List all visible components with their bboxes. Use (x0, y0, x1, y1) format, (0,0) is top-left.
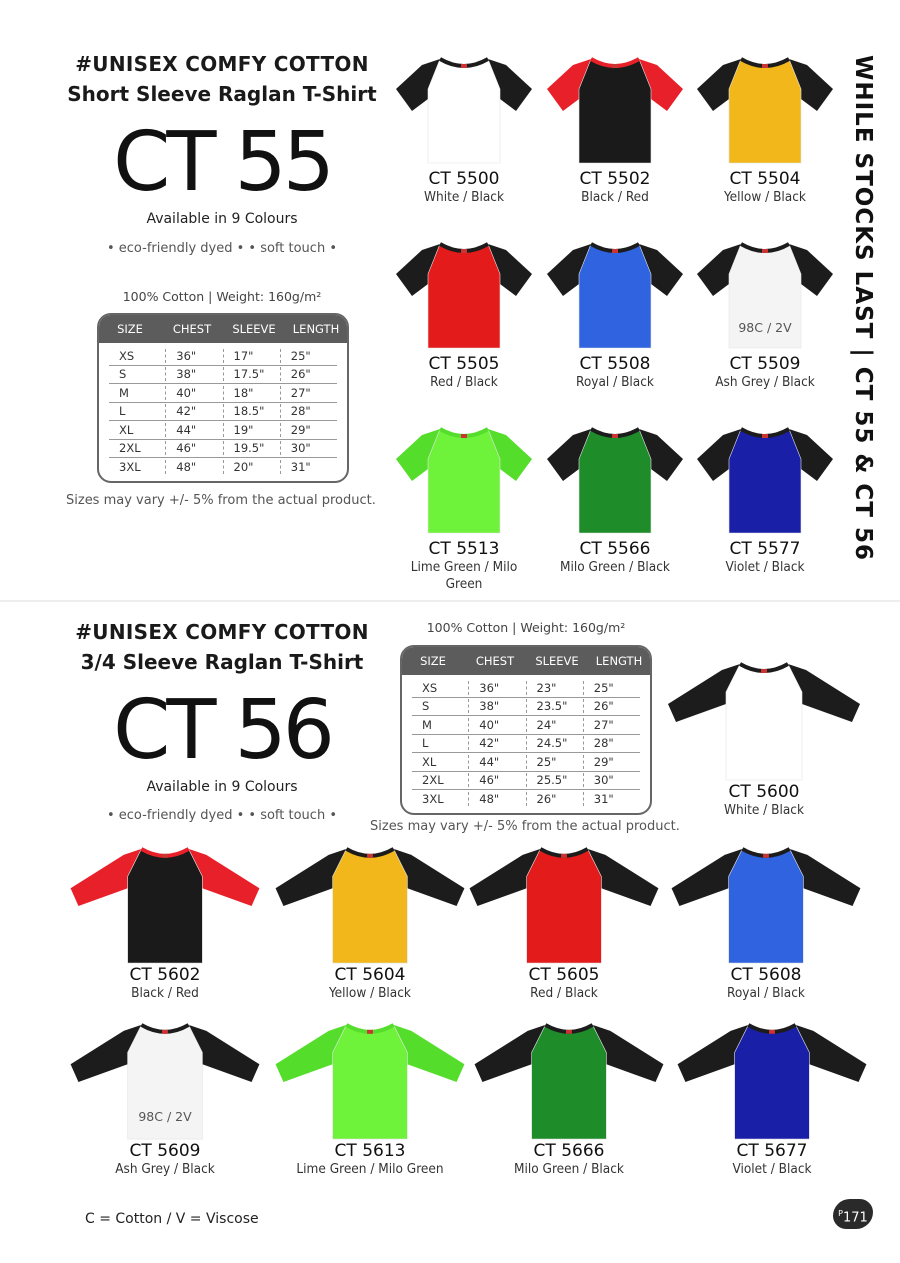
size-table-row (109, 384, 337, 403)
size-table-row (109, 421, 337, 440)
product-card (271, 845, 469, 1002)
tshirt-image (545, 417, 685, 539)
size-table-header (402, 647, 650, 675)
size-table-cell: 30" (280, 441, 337, 455)
size-table-row (109, 440, 337, 459)
section1-size-note: Sizes may vary +/- 5% from the actual product. (66, 493, 376, 508)
product-colour-name: Lime Green / Milo Green (296, 1161, 444, 1177)
product-colour-name: Ash Grey / Black (715, 374, 815, 390)
side-banner-text: WHILE STOCKS LAST | CT 55 & CT 56 (850, 55, 876, 561)
section1-size-table (97, 313, 349, 483)
size-table-cell: 26" (280, 367, 337, 381)
size-table-cell: 36" (468, 681, 525, 695)
size-table-cell: 48" (165, 460, 222, 474)
section2-heading-line1: #UNISEX COMFY COTTON (75, 620, 369, 644)
product-colour-name: Royal / Black (576, 374, 654, 390)
product-colour-name: Black / Red (581, 189, 649, 205)
size-table-cell: 44" (468, 755, 525, 769)
size-table-row (412, 735, 640, 754)
size-table-header-cell: LENGTH (595, 654, 643, 668)
tshirt-image (271, 1021, 469, 1141)
size-table-cell: 26" (583, 699, 640, 713)
size-table-cell: 40" (468, 718, 525, 732)
product-colour-name: White / Black (424, 189, 504, 205)
tshirt-image (695, 232, 835, 354)
size-table-row (412, 679, 640, 698)
page-number: 171 (843, 1210, 868, 1226)
product-card (695, 417, 835, 576)
size-table-cell: 28" (583, 736, 640, 750)
product-code: CT 5609 (129, 1141, 201, 1161)
section1-features: • eco-friendly dyed • • soft touch • (106, 241, 337, 256)
product-code: CT 5577 (729, 539, 801, 559)
product-code: CT 5513 (428, 539, 500, 559)
tshirt-image (394, 232, 534, 354)
size-table-header-cell: CHEST (172, 322, 212, 336)
size-table-cell: 19" (223, 423, 280, 437)
size-table-cell: L (422, 736, 429, 751)
size-table-cell: 23.5" (526, 699, 583, 713)
page-number-badge (833, 1199, 873, 1229)
size-table-header-cell: SIZE (117, 322, 143, 336)
size-table-cell: 42" (468, 736, 525, 750)
product-card (673, 1021, 871, 1178)
section2-size-table (400, 645, 652, 815)
tshirt-image (667, 845, 865, 965)
size-table-cell: 25" (583, 681, 640, 695)
size-table-cell: 29" (280, 423, 337, 437)
product-card (394, 417, 534, 593)
product-colour-name: Red / Black (430, 374, 498, 390)
size-table-row (109, 347, 337, 366)
size-table-header-cell: SLEEVE (535, 654, 579, 668)
section1-model-number: CT 55 (113, 115, 331, 210)
size-table-body (402, 675, 650, 814)
size-table-cell: 2XL (422, 773, 444, 788)
section2-model-number: CT 56 (113, 683, 331, 778)
product-card (663, 660, 865, 819)
size-table-row (412, 772, 640, 791)
size-table-cell: 25" (526, 755, 583, 769)
size-table-cell: 18" (223, 386, 280, 400)
section1-available-colours: Available in 9 Colours (146, 211, 298, 227)
product-code: CT 5605 (528, 965, 600, 985)
fabric-composition-tag: 98C / 2V (138, 1109, 192, 1124)
section2-heading-line2: 3/4 Sleeve Raglan T-Shirt (80, 650, 364, 674)
product-colour-name: Violet / Black (725, 559, 805, 575)
tshirt-image (465, 845, 663, 965)
product-card (545, 47, 685, 206)
product-code: CT 5505 (428, 354, 500, 374)
product-code: CT 5502 (579, 169, 651, 189)
size-table-cell: M (119, 385, 129, 400)
size-table-cell: 31" (280, 460, 337, 474)
size-table-cell: 28" (280, 404, 337, 418)
size-table-cell: 26" (526, 792, 583, 806)
product-card (695, 47, 835, 206)
tshirt-image (470, 1021, 668, 1141)
size-table-row (109, 403, 337, 422)
product-code: CT 5508 (579, 354, 651, 374)
section2-features: • eco-friendly dyed • • soft touch • (106, 808, 337, 823)
size-table-body (99, 343, 347, 482)
product-code: CT 5566 (579, 539, 651, 559)
product-colour-name: Yellow / Black (329, 985, 411, 1001)
section-divider (0, 600, 900, 602)
size-table-cell: 27" (280, 386, 337, 400)
product-code: CT 5608 (730, 965, 802, 985)
product-colour-name: Yellow / Black (724, 189, 806, 205)
fabric-legend: C = Cotton / V = Viscose (85, 1211, 259, 1227)
size-table-row (412, 716, 640, 735)
size-table-cell: 17" (223, 349, 280, 363)
fabric-composition-tag: 98C / 2V (738, 320, 792, 335)
product-card (465, 845, 663, 1002)
size-table-row (109, 458, 337, 476)
size-table-cell: 46" (165, 441, 222, 455)
size-table-cell: 30" (583, 773, 640, 787)
size-table-row (412, 753, 640, 772)
size-table-cell: 29" (583, 755, 640, 769)
size-table-cell: 48" (468, 792, 525, 806)
product-card (66, 845, 264, 1002)
product-code: CT 5613 (334, 1141, 406, 1161)
tshirt-image (271, 845, 469, 965)
page-prefix: P (838, 1209, 843, 1218)
size-table-cell: 2XL (119, 441, 141, 456)
size-table-cell: XL (119, 422, 134, 437)
product-card (66, 1021, 264, 1178)
product-card (394, 47, 534, 206)
product-card (667, 845, 865, 1002)
size-table-cell: 38" (468, 699, 525, 713)
size-table-cell: XS (119, 348, 135, 363)
size-table-row (412, 698, 640, 717)
size-table-cell: 24.5" (526, 736, 583, 750)
side-banner (833, 48, 893, 568)
product-colour-name: Violet / Black (732, 1161, 812, 1177)
product-colour-name: Milo Green / Black (514, 1161, 624, 1177)
product-code: CT 5504 (729, 169, 801, 189)
size-table-header-cell: SIZE (420, 654, 446, 668)
size-table-cell: 18.5" (223, 404, 280, 418)
tshirt-image (394, 417, 534, 539)
size-table-cell: 31" (583, 792, 640, 806)
product-card (545, 232, 685, 391)
size-table-cell: 40" (165, 386, 222, 400)
product-card (545, 417, 685, 576)
size-table-cell: M (422, 717, 432, 732)
size-table-header-cell: LENGTH (292, 322, 340, 336)
product-colour-name: Ash Grey / Black (115, 1161, 215, 1177)
section1-heading-line1: #UNISEX COMFY COTTON (75, 52, 369, 76)
product-code: CT 5500 (428, 169, 500, 189)
size-table-cell: 36" (165, 349, 222, 363)
size-table-cell: 27" (583, 718, 640, 732)
size-table-cell: 3XL (422, 791, 444, 806)
product-card (470, 1021, 668, 1178)
product-code: CT 5509 (729, 354, 801, 374)
size-table-cell: 42" (165, 404, 222, 418)
size-table-cell: L (119, 404, 126, 419)
tshirt-image (663, 660, 865, 782)
product-code: CT 5604 (334, 965, 406, 985)
size-table-cell: 25" (280, 349, 337, 363)
product-code: CT 5677 (736, 1141, 808, 1161)
section2-available-colours: Available in 9 Colours (146, 779, 298, 795)
product-card (695, 232, 835, 391)
size-table-cell: 20" (223, 460, 280, 474)
size-table-cell: 17.5" (223, 367, 280, 381)
product-card (394, 232, 534, 391)
size-table-header-cell: SLEEVE (232, 322, 276, 336)
size-table-header-cell: CHEST (475, 654, 515, 668)
product-colour-name: Milo Green / Black (560, 559, 670, 575)
product-colour-name: Royal / Black (727, 985, 805, 1001)
section2-size-note: Sizes may vary +/- 5% from the actual product. (370, 819, 680, 834)
tshirt-image (545, 232, 685, 354)
product-code: CT 5602 (129, 965, 201, 985)
size-table-cell: S (422, 699, 430, 714)
product-colour-name: White / Black (724, 802, 804, 818)
product-code: CT 5600 (728, 782, 800, 802)
size-table-row (412, 790, 640, 808)
tshirt-image (545, 47, 685, 169)
size-table-cell: 46" (468, 773, 525, 787)
tshirt-image (66, 845, 264, 965)
tshirt-image (394, 47, 534, 169)
size-table-cell: 25.5" (526, 773, 583, 787)
section1-heading-line2: Short Sleeve Raglan T-Shirt (67, 82, 377, 106)
size-table-cell: 44" (165, 423, 222, 437)
tshirt-image (673, 1021, 871, 1141)
size-table-header (99, 315, 347, 343)
product-colour-name: Red / Black (530, 985, 598, 1001)
tshirt-image (695, 47, 835, 169)
size-table-cell: 19.5" (223, 441, 280, 455)
product-colour-name: Black / Red (131, 985, 199, 1001)
size-table-cell: 24" (526, 718, 583, 732)
tshirt-image (695, 417, 835, 539)
size-table-cell: 3XL (119, 459, 141, 474)
product-code: CT 5666 (533, 1141, 605, 1161)
section2-fabric-spec: 100% Cotton | Weight: 160g/m² (426, 620, 626, 635)
size-table-cell: 38" (165, 367, 222, 381)
size-table-row (109, 366, 337, 385)
size-table-cell: 23" (526, 681, 583, 695)
product-card (271, 1021, 469, 1178)
size-table-cell: S (119, 367, 127, 382)
size-table-cell: XL (422, 754, 437, 769)
section1-fabric-spec: 100% Cotton | Weight: 160g/m² (122, 289, 322, 304)
size-table-cell: XS (422, 680, 438, 695)
product-colour-name: Lime Green / Milo Green (410, 559, 518, 592)
